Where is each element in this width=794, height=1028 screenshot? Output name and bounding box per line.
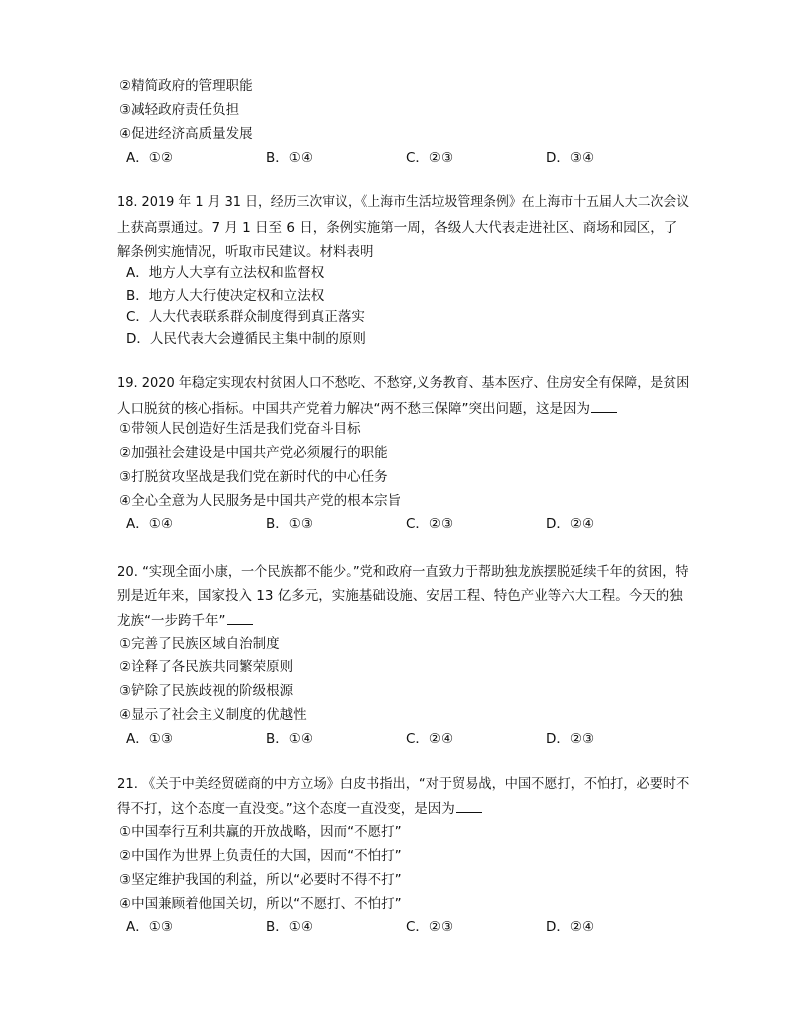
q20-choices — [126, 730, 686, 748]
q21-stem-text: 得不打，这个态度一直没变。”这个态度一直没变，是因为 — [117, 801, 455, 817]
choice-d[interactable]: D．③④ — [546, 150, 595, 166]
q20-item-3: ③铲除了民族歧视的阶级根源 — [119, 683, 294, 699]
q19-stem-line-1: 19. 2020 年稳定实现农村贫困人口不愁吃、不愁穿,义务教育、基本医疗、住房安全有保障，是贫困 — [117, 375, 690, 391]
q18-stem-line-3: 解条例实施情况，听取市民建议。材料表明 — [117, 244, 374, 260]
q21-item-3: ③坚定维护我国的利益，所以“必要时不得不打” — [119, 872, 402, 888]
choice-b[interactable]: B．①④ — [266, 919, 313, 935]
choice-b[interactable]: B．①④ — [266, 731, 313, 747]
q21-stem-line-2 — [117, 799, 687, 818]
choice-a[interactable]: A．①③ — [126, 919, 173, 935]
prev-item-2: ②精简政府的管理职能 — [119, 78, 253, 94]
q21-stem-line-1: 21. 《关于中美经贸磋商的中方立场》白皮书指出，“对于贸易战，中国不愿打，不怕打，必要时不 — [117, 776, 690, 792]
q21-item-4: ④中国兼顾着他国关切，所以“不愿打、不怕打” — [119, 896, 402, 912]
q20-stem-line-2: 别是近年来，国家投入 13 亿多元，实施基础设施、安居工程、特色产业等六大工程。今天的独 — [117, 588, 683, 604]
choice-c[interactable]: C．②③ — [406, 150, 454, 166]
q21-item-2: ②中国作为世界上负责任的大国，因而“不怕打” — [119, 848, 402, 864]
choice-a[interactable]: A．①④ — [126, 516, 173, 532]
q20-stem-line-3 — [117, 611, 687, 630]
choice-d[interactable]: D．②④ — [546, 919, 595, 935]
q20-item-1: ①完善了民族区域自治制度 — [119, 636, 280, 652]
choice-c[interactable]: C．②③ — [406, 516, 454, 532]
answer-blank[interactable] — [456, 799, 482, 813]
choice-d[interactable]: D．②④ — [546, 516, 595, 532]
q21-choices — [126, 918, 686, 936]
q19-item-2: ②加强社会建设是中国共产党必须履行的职能 — [119, 445, 388, 461]
q19-item-1: ①带领人民创造好生活是我们党奋斗目标 — [119, 421, 361, 437]
q21-item-1: ①中国奉行互利共赢的开放战略，因而“不愿打” — [119, 824, 402, 840]
prev-item-4: ④促进经济高质量发展 — [119, 126, 253, 142]
prev-item-3: ③减轻政府责任负担 — [119, 102, 240, 118]
answer-blank[interactable] — [227, 611, 253, 625]
choice-c[interactable]: C．②③ — [406, 919, 454, 935]
q18-choice-d[interactable]: D．人民代表大会遵循民主集中制的原则 — [126, 331, 366, 347]
q18-stem-line-1: 18. 2019 年 1 月 31 日，经历三次审议，《上海市生活垃圾管理条例》在上海市十五届人大二次会议 — [117, 194, 690, 210]
q18-choice-a[interactable]: A．地方人大享有立法权和监督权 — [126, 265, 325, 281]
q18-choice-b[interactable]: B．地方人大行使决定权和立法权 — [126, 288, 325, 304]
q20-item-2: ②诠释了各民族共同繁荣原则 — [119, 659, 294, 675]
choice-b[interactable]: B．①③ — [266, 516, 313, 532]
q19-item-4: ④全心全意为人民服务是中国共产党的根本宗旨 — [119, 493, 402, 509]
q20-item-4: ④显示了社会主义制度的优越性 — [119, 707, 307, 723]
q19-item-3: ③打脱贫攻坚战是我们党在新时代的中心任务 — [119, 469, 388, 485]
q18-choice-c[interactable]: C．人大代表联系群众制度得到真正落实 — [126, 309, 365, 325]
q19-choices — [126, 515, 686, 533]
q18-stem-line-2: 上获高票通过。7 月 1 日至 6 日，条例实施第一周，各级人大代表走进社区、商场和园区，了 — [117, 220, 678, 236]
q20-stem-line-1: 20. “实现全面小康，一个民族都不能少。”党和政府一直致力于帮助独龙族摆脱延续千年的贫困，特 — [117, 564, 689, 580]
choice-c[interactable]: C．②④ — [406, 731, 454, 747]
choice-a[interactable]: A．①② — [126, 150, 173, 166]
answer-blank[interactable] — [591, 399, 617, 413]
q19-stem-text: 人口脱贫的核心指标。中国共产党着力解决“两不愁三保障”突出问题，这是因为 — [117, 401, 590, 417]
choice-b[interactable]: B．①④ — [266, 150, 313, 166]
choice-a[interactable]: A．①③ — [126, 731, 173, 747]
q20-stem-text: 龙族“一步跨千年” — [117, 613, 226, 629]
prev-choices — [126, 149, 686, 167]
choice-d[interactable]: D．②③ — [546, 731, 595, 747]
q19-stem-line-2 — [117, 399, 687, 418]
